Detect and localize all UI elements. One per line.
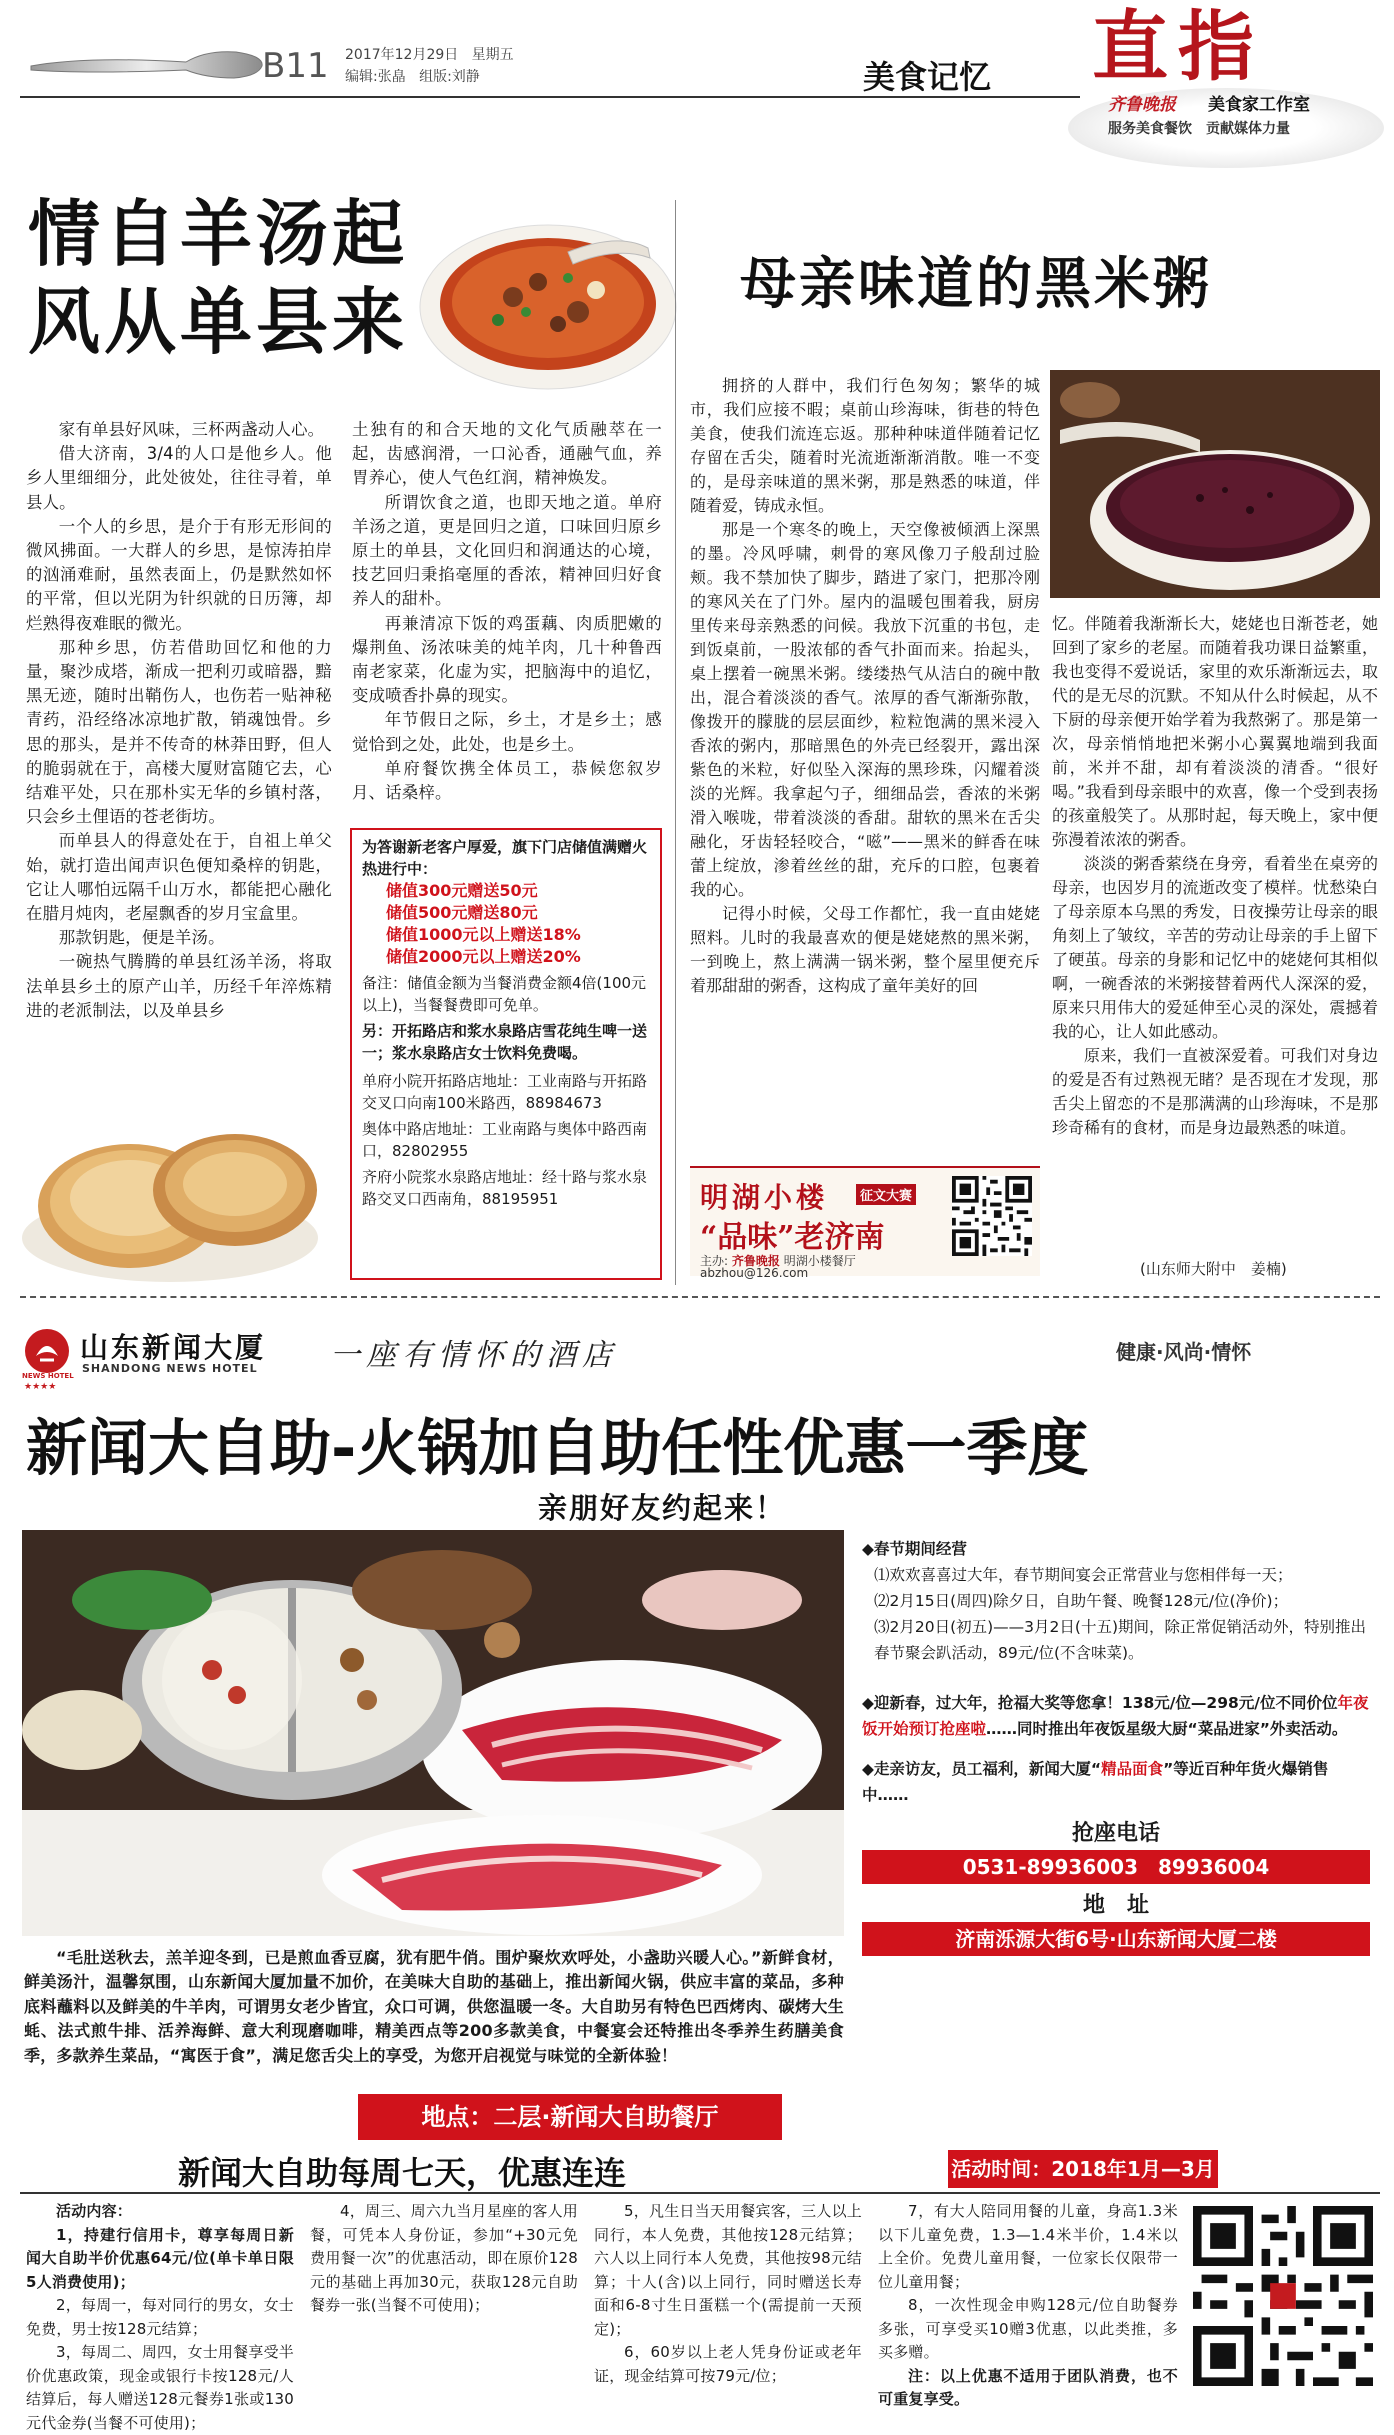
essay-contest-banner [690,1166,1040,1280]
rule-item: 2，每周一，每对同行的男女，女士免费，男士按128元结算； [26,2296,294,2338]
hotel-stars: ★★★★ [24,1382,57,1392]
store-address: 奥体中路店地址：工业南路与奥体中路西南口，82802955 [362,1120,648,1160]
layout-editor: 组版:刘静 [419,69,480,85]
section-logo [1068,0,1384,170]
section-name: 美食记忆 [863,58,992,96]
rule-note: 注：以上优惠不适用于团队消费，也不可重复享受。 [878,2366,1178,2408]
paragraph: 淡淡的粥香萦绕在身旁，看着坐在桌旁的母亲，也因岁月的流逝改变了模样。忧愁染白了母亲原本乌黑的秀发，日夜操劳让母亲的眼角刻上了皱纹，辛苦的劳动让母亲的手上留下了硬茧。母亲的身影和记忆中的姥姥何其相似啊，一碗香浓的米粥接替着两代人深深的爱，原来只用伟大的爱延伸至心灵的深处，震撼着我的心，让人如此感动。 [1052,854,1378,1041]
promo-box [350,828,662,1280]
phone-numbers: 0531-89936003 89936004 [862,1850,1370,1884]
visit-promo [862,1756,1370,1808]
address-title: 地 址 [1082,1893,1149,1918]
contest-tag: 征文大赛 [856,1184,916,1205]
article1-title [28,190,408,366]
article2-column-1 [690,374,1040,1158]
store-address: 单府小院开拓路店地址：工业南路与开拓路交叉口向南100米路西，88984673 [362,1072,648,1112]
editor: 编辑:张皛 [345,69,406,85]
rules-column-2 [310,2200,578,2388]
organizer: 明湖小楼餐厅 [783,1254,856,1268]
paragraph: 那种乡思，仿若借助回忆和他的力量，聚沙成塔，渐成一把利刃或暗器，黯黑无迹，随时出鞘伤人，也伤若一贴神秘青药，沿经络冰凉地扩散，销魂蚀骨。乡思的那头，是并不传奇的林莽田野，但人的脆弱就在于，高楼大厦财富随它去，心结难平处，只在那朴实无华的乡镇村落，只会乡土俚语的苍老街坊。 [26,637,332,827]
visit-prefix: ◆走亲访友，员工福利，新闻大厦“ [862,1760,1102,1778]
newyear-promo [862,1690,1370,1742]
logo-studio: 美食家工作室 [1208,95,1310,115]
article2-title: 母亲味道的黑米粥 [740,252,1212,317]
phone-title: 抢座电话 [1071,1821,1160,1846]
visit-highlight: 精品面食 [1101,1760,1164,1778]
location-banner: 地点：二层·新闻大自助餐厅 [358,2094,782,2140]
hotel-headline: 新闻大自助-火锅加自助任性优惠一季度 [26,1413,1089,1484]
rule-item: 3，每周二、周四，女士用餐享受半价优惠政策，现金或银行卡按128元/人结算后，每人赠送128元餐券1张或130元代金券(当餐不可使用)； [26,2343,294,2432]
rules-column-1 [26,2200,294,2432]
rule-item: 4，周三、周六九当月星座的客人用餐，可凭本人身份证，参加“+30元免费用餐一次”的优惠活动，即在原价128元的基础上再加30元，获取128元自助餐券一张(当餐不可使用)； [310,2202,578,2314]
contest-email [700,1266,808,1280]
rule-item: 6，60岁以上老人凭身份证或老年证，现金结算可按79元/位； [594,2343,862,2385]
paragraph: 土独有的和合天地的文化气质融萃在一起，齿感润滑，一口沁香，通融气血，养胃养心，使人气色红润，精神焕发。 [352,420,662,488]
qr-code-icon [1190,2206,1376,2386]
paragraph: 借大济南，3/4的人口是他乡人。他乡人里细细分，此处彼处，往往寻着，单县人。 [26,444,332,512]
email-address: abzhou@126.com [700,1266,809,1280]
paragraph: 再兼清凉下饭的鸡蛋藕、肉质肥嫩的爆荆鱼、汤浓味美的炖羊肉，几十种鲁西南老家菜，化虚为实，把脑海中的追忆，变成喷香扑鼻的现实。 [352,613,662,706]
qr-code-icon [952,1176,1032,1256]
contest-slogan: “品味”老济南 [700,1220,885,1255]
weekday: 星期五 [471,47,514,63]
paragraph: 拥挤的人群中，我们行色匆匆；繁华的城市，我们应接不暇；桌前山珍海味，街巷的特色美食，使我们流连忘返。那种种味道伴随着记忆存留在舌尖，随着时光流逝渐渐消散。唯一不变的，是母亲味道的黑米粥，那是熟悉的味道，伴随着爱，铸成永恒。 [690,376,1040,515]
rules-heading: 活动内容： [56,2202,133,2220]
paragraph: 年节假日之际，乡土，才是乡土；感觉恰到之处，此处，也是乡土。 [352,710,662,754]
address: 济南泺源大街6号·山东新闻大厦二楼 [862,1922,1370,1956]
paragraph: 所谓饮食之道，也即天地之道。单府羊汤之道，更是回归之道，口味回归原乡原土的单县，文化回归和润通达的心境，技艺回归秉掐毫厘的香浓，精神回归好食养人的甜朴。 [352,492,662,609]
paragraph: 一碗热气腾腾的单县红汤羊汤，将取法单县乡土的原产山羊，历经千年淬炼精进的老派制法，以及单县乡 [26,952,332,1020]
store-address: 齐府小院浆水泉路店地址：经十路与浆水泉路交叉口西南角，88195951 [362,1168,648,1208]
page-number: B11 [262,46,329,86]
promo-extra: 另：开拓路店和浆水泉路店雪花纯生啤一送一；浆水泉路店女士饮料免费喝。 [362,1022,648,1062]
hotpot-photo [22,1530,844,1936]
sponsor-label: 主办: [700,1254,729,1268]
article1-column-1 [26,418,332,1153]
rules-column-4 [878,2200,1178,2408]
rule-item: 7，有大人陪同用餐的儿童，身高1.3米以下儿童免费，1.3—1.4米半价，1.4米以上全价。免费儿童用餐，一位家长仅限带一位儿童用餐； [878,2202,1178,2291]
hotel-subhead: 亲朋好友约起来！ [538,1491,787,1525]
column-divider [675,200,676,1285]
paragraph: 忆。伴随着我渐渐长大，姥姥也日渐苍老，她回到了家乡的老屋。而随着我功课日益繁重，我也变得不爱说话，家里的欢乐渐渐远去，取代的是无尽的沉默。不知从什么时候起，从不下厨的母亲便开始学着为我熬粥了。那是第一次，母亲悄悄地把米粥小心翼翼地端到我面前，米并不甜，却有着淡淡的清香。“很好喝。”我看到母亲眼中的欢喜，像一个受到表扬的孩童般笑了。从那时起，每天晚上，家中便弥漫着浓浓的粥香。 [1052,614,1378,849]
hotel-emblem-icon [22,1326,72,1376]
paragraph: 单府餐饮携全体员工，恭候您叙岁月、话桑梓。 [352,758,662,803]
article1-column-2 [352,418,662,818]
article1-title-line1: 情自羊汤起 [28,192,409,276]
weekly-title: 新闻大自助每周七天，优惠连连 [178,2154,627,2192]
rules-column-3 [594,2200,862,2388]
promo-tier: 储值300元赠送50元 [386,881,538,900]
sponsor-paper: 齐鲁晚报 [731,1254,780,1268]
article2-column-2 [1052,612,1378,1252]
spring-item: ⑵2月15日(周四)除夕日，自助午餐、晚餐128元/位(净价)； [874,1592,1289,1610]
paragraph: 而单县人的得意处在于，自祖上单父始，就打造出闻声识色便知桑梓的钥匙，它让人哪怕远隔千山万水，都能把心融化在腊月炖肉，老屋飘香的岁月宝盒里。 [26,831,332,924]
rule-item: 5，凡生日当天用餐宾客，三人以上同行，本人免费，其他按128元结算；六人以上同行本人免费，其他按98元结算；十人(含)以上同行，同时赠送长寿面和6-8寸生日蛋糕一个(需提前一天预定)； [594,2202,862,2338]
promo-note: 备注：储值金额为当餐消费金额4倍(100元以上)，当餐餐费即可免单。 [362,974,647,1014]
rule-item: 1，持建行信用卡，尊享每周日新闻大自助半价优惠64元/位(单卡单日限5人消费使用)； [26,2225,294,2291]
logo-main: 直指 [1092,2,1264,91]
hotel-name-cn: 山东新闻大厦 [80,1331,267,1364]
rule-item: 8，一次性现金申购128元/位自助餐券多张，可享受买10赠3优惠，以此类推，多买多赠。 [878,2296,1178,2361]
newyear-suffix: ……同时推出年夜饭星级大厨“菜品进家”外卖活动。 [986,1720,1348,1738]
paragraph: 那款钥匙，便是羊汤。 [58,928,225,948]
mutton-soup-photo [418,212,680,392]
hotel-emblem-text: NEWS HOTEL [22,1372,74,1380]
paragraph: 记得小时候，父母工作都忙，我一直由姥姥照料。儿时的我最喜欢的便是姥姥熬的黑米粥，一到晚上，熬上满满一锅米粥，整个屋里便充斥着那甜甜的粥香，这构成了童年美好的回 [690,904,1040,995]
hotel-name-en: SHANDONG NEWS HOTEL [82,1362,258,1375]
paragraph: 那是一个寒冬的晚上，天空像被倾洒上深黑的墨。冷风呼啸，刺骨的寒风像刀子般刮过脸颊。我不禁加快了脚步，踏进了家门，把那冷刚的寒风关在了门外。屋内的温暖包围着我，厨房里传来母亲熟悉的问候。我放下沉重的书包，走到饭桌前，一股浓郁的香气扑面而来。抬起头，桌上摆着一碗黑米粥。缕缕热气从洁白的碗中散出，混合着淡淡的香气。浓厚的香气渐渐弥散，像拨开的朦胧的层层面纱，粒粒饱满的黑米浸入香浓的粥内，那暗黑色的外壳已经裂开，露出深紫色的米粒，好似坠入深海的黑珍珠，闪耀着淡淡的光辉。我拿起勺子，细细品尝，香浓的米粥滑入喉咙，带着淡淡的香甜。甜软的黑米在舌尖融化，牙齿轻轻咬合，“嗞”——黑米的鲜香在味蕾上绽放，渗着丝丝的甜，充斥的口腔，包裹着我的心。 [690,520,1040,899]
promo-tier: 储值1000元以上赠送18% [386,925,581,944]
editor-line [345,66,480,86]
logo-slogan: 服务美食餐饮 贡献媒体力量 [1108,121,1290,137]
promo-tier: 储值500元赠送80元 [386,903,538,922]
masthead [0,0,1394,170]
paragraph: 原来，我们一直被深爱着。可我们对身边的爱是否有过熟视无睹？是否现在才发现，那舌尖上留恋的不是那满满的山珍海味，不是那珍奇稀有的食材，而是身边最熟悉的味道。 [1052,1046,1378,1137]
black-rice-porridge-photo [1050,370,1380,598]
contest-name: 明湖小楼 [700,1181,829,1214]
logo-paper: 齐鲁晚报 [1108,95,1176,115]
spring-item: ⑴欢欢喜喜过大年，春节期间宴会正常营业与您相伴每一天； [874,1566,1293,1584]
date-line [345,44,514,64]
spring-item: ⑶2月20日(初五)——3月2日(十五)期间，除正常促销活动外，特别推出春节聚会趴活动，89元/位(不含味菜)。 [874,1618,1366,1662]
hotel-info-column [862,1536,1370,2126]
section-divider [20,1296,1380,1298]
hotel-intro: “毛肚送秋去，羔羊迎冬到，已是煎血香豆腐，犹有肥牛俏。围炉聚炊欢呼处，小盏助兴暖人心。”新鲜食材，鲜美汤汁，温馨氛围，山东新闻大厦加量不加价，在美味大自助的基础上，推出新闻火锅，供应丰富的菜品，多种底料蘸料以及鲜美的牛羊肉，可谓男女老少皆宜，众口可调，供您温暖一冬。大自助另有特色巴西烤肉、碳烤大生蚝、法式煎牛排、活养海鲜、意大利现磨咖啡，精美西点等200多款美食，中餐宴会还特推出冬季养生药膳美食季，多款养生菜品，“寓医于食”，满足您舌尖上的享受，为您开启视觉与味觉的全新体验！ [24,1948,844,2065]
spring-title: ◆春节期间经营 [862,1540,967,1558]
paragraph: 一个人的乡思，是介于有形无形间的微风拂面。一大群人的乡思，是惊涛拍岸的汹涌难耐，虽然表面上，仍是默然如怀的平常，但以光阴为针织就的日历簿，却烂熟得夜难眠的微光。 [26,516,332,633]
hotel-tagline: 一座有情怀的酒店 [330,1338,618,1373]
paragraph: 家有单县好风味，三杯两盏动人心。 [58,420,325,439]
hotel-logo [22,1326,322,1392]
spoon-icon [26,44,266,84]
author-signature: (山东师大附中 姜楠) [1140,1260,1287,1278]
issue-date: 2017年12月29日 [345,47,459,63]
promo-intro: 为答谢新老客户厚爱，旗下门店储值满赠火热进行中： [362,838,648,878]
hotel-slogan: 健康·风尚·情怀 [1116,1340,1252,1364]
newyear-prefix: ◆迎新春，过大年，抢福大奖等您拿！138元/位—298元/位不同价位 [862,1694,1338,1712]
pastry-photo [20,1098,338,1284]
newyear-highlight: 年夜饭开始预订抢座啦 [862,1694,1369,1738]
weekly-rule [20,2192,1380,2194]
visit-suffix: ”等近百种年货火爆销售中…… [862,1760,1329,1804]
article1-title-line2: 风从单县来 [28,280,409,364]
period-banner: 活动时间：2018年1月—3月 [948,2150,1218,2188]
promo-tier: 储值2000元以上赠送20% [386,947,581,966]
hotel-ad [0,1300,1394,2432]
